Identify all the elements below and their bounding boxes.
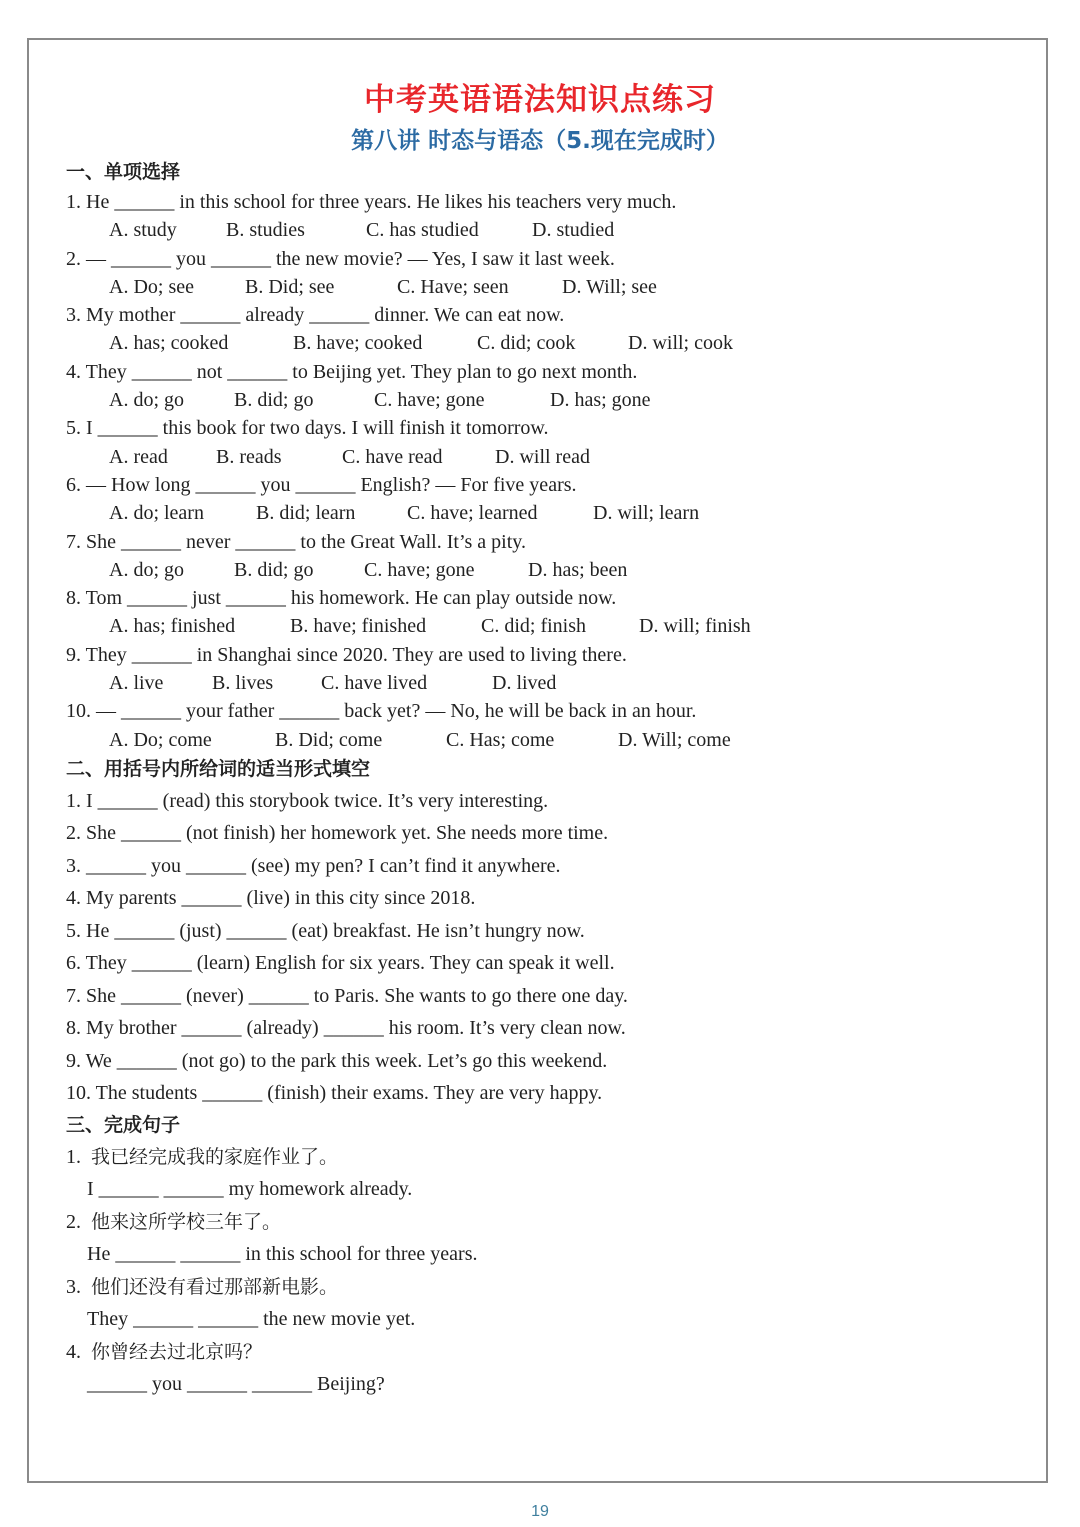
item-number: 4.	[66, 1340, 81, 1363]
option-a: A. do; go	[109, 558, 184, 581]
chinese-prompt	[66, 1141, 1026, 1174]
options-row	[66, 273, 1026, 301]
option-a: A. study	[109, 219, 177, 242]
question-text: 8. Tom ______ just ______ his homework. He can play outside now.	[66, 587, 617, 610]
option-d: D. will; learn	[593, 502, 700, 525]
option-b: B. reads	[216, 445, 282, 468]
question-text: 10. — ______ your father ______ back yet? — No, he will be back in an hour.	[66, 700, 697, 723]
option-b: B. Did; come	[275, 728, 383, 751]
section-heading: 三、完成句子	[66, 1113, 181, 1136]
fill-item: 1. I ______ (read) this storybook twice. It’s very interesting.	[66, 789, 549, 812]
chinese-prompt	[66, 1206, 1026, 1239]
option-c: C. have; gone	[374, 389, 485, 412]
question-item	[66, 697, 1026, 754]
option-b: B. have; cooked	[293, 332, 423, 355]
section-heading: 一、单项选择	[66, 161, 181, 183]
exercise-content	[66, 157, 1026, 1401]
chinese-prompt	[66, 1336, 1026, 1369]
question-text: 5. I ______ this book for two days. I will finish it tomorrow.	[66, 417, 549, 440]
options-row	[66, 669, 1026, 697]
fill-item: 9. We ______ (not go) to the park this week. Let’s go this weekend.	[66, 1049, 608, 1072]
options-row	[66, 216, 1026, 244]
options-row	[66, 726, 1026, 754]
option-d: D. will; finish	[639, 615, 751, 638]
option-c: C. has studied	[366, 219, 479, 242]
translation-item	[66, 1271, 1026, 1336]
option-b: B. did; go	[234, 558, 314, 581]
option-c: C. have; gone	[364, 558, 475, 581]
question-text: 1. He ______ in this school for three years. He likes his teachers very much.	[66, 191, 677, 213]
option-a: A. has; cooked	[109, 332, 229, 355]
chinese-sentence: 他们还没有看过那部新电影。	[91, 1275, 339, 1298]
option-d: D. Will; see	[562, 275, 657, 298]
option-a: A. do; learn	[109, 502, 204, 525]
question-text: 2. — ______ you ______ the new movie? — Yes, I saw it last week.	[66, 247, 615, 270]
option-b: B. Did; see	[245, 275, 335, 298]
lesson-subtitle: 第八讲 时态与语态（5.现在完成时）	[351, 128, 729, 154]
options-row	[66, 556, 1026, 584]
option-b: B. studies	[226, 219, 305, 242]
translation-item	[66, 1336, 1026, 1401]
english-answer-line: ______ you ______ ______ Beijing?	[87, 1373, 385, 1396]
option-d: D. studied	[532, 219, 615, 242]
question-text: 3. My mother ______ already ______ dinner. We can eat now.	[66, 304, 565, 327]
question-text: 6. — How long ______ you ______ English? — For five years.	[66, 473, 577, 496]
option-c: C. did; finish	[481, 615, 587, 638]
chinese-prompt	[66, 1271, 1026, 1304]
option-c: C. Have; seen	[397, 275, 509, 298]
question-text: 4. They ______ not ______ to Beijing yet. They plan to go next month.	[66, 360, 638, 383]
english-answer-line: He ______ ______ in this school for three years.	[87, 1243, 478, 1266]
option-c: C. have lived	[321, 672, 428, 695]
question-item	[66, 471, 1026, 528]
option-d: D. lived	[492, 672, 557, 695]
fill-item: 6. They ______ (learn) English for six years. They can speak it well.	[66, 952, 615, 975]
chinese-sentence: 你曾经去过北京吗？	[91, 1340, 263, 1363]
fill-item: 10. The students ______ (finish) their exams. They are very happy.	[66, 1082, 603, 1105]
fill-item: 8. My brother ______ (already) ______ his room. It’s very clean now.	[66, 1017, 626, 1040]
option-d: D. has; gone	[550, 389, 651, 412]
fill-item: 3. ______ you ______ (see) my pen? I can’t find it anywhere.	[66, 854, 561, 877]
translation-item	[66, 1141, 1026, 1206]
option-c: C. have; learned	[407, 502, 538, 525]
option-b: B. lives	[212, 672, 274, 695]
english-answer-line: They ______ ______ the new movie yet.	[87, 1308, 416, 1331]
option-a: A. do; go	[109, 389, 184, 412]
item-number: 1.	[66, 1145, 81, 1168]
item-number: 2.	[66, 1210, 81, 1233]
question-text: 9. They ______ in Shanghai since 2020. They are used to living there.	[66, 643, 627, 666]
question-item	[66, 528, 1026, 585]
item-number: 3.	[66, 1275, 81, 1298]
option-d: D. will; cook	[628, 332, 733, 355]
english-answer-line: I ______ ______ my homework already.	[87, 1178, 413, 1201]
section-heading: 二、用括号内所给词的适当形式填空	[66, 757, 371, 780]
option-c: C. have read	[342, 445, 443, 468]
option-b: B. did; go	[234, 389, 314, 412]
options-row	[66, 329, 1026, 357]
question-item	[66, 301, 1026, 358]
question-item	[66, 358, 1026, 415]
option-a: A. has; finished	[109, 615, 236, 638]
question-item	[66, 584, 1026, 641]
chinese-sentence: 我已经完成我的家庭作业了。	[91, 1145, 339, 1168]
chinese-sentence: 他来这所学校三年了。	[91, 1210, 282, 1233]
fill-item: 2. She ______ (not finish) her homework yet. She needs more time.	[66, 822, 609, 845]
option-c: C. Has; come	[446, 728, 555, 751]
section-fill-in-blanks	[66, 754, 1026, 1110]
option-a: A. Do; see	[109, 275, 194, 298]
fill-item: 4. My parents ______ (live) in this city since 2018.	[66, 887, 476, 910]
option-b: B. have; finished	[290, 615, 427, 638]
options-row	[66, 612, 1026, 640]
option-b: B. did; learn	[256, 502, 356, 525]
options-row	[66, 499, 1026, 527]
fill-item: 7. She ______ (never) ______ to Paris. She wants to go there one day.	[66, 984, 628, 1007]
page-number: 19	[531, 1503, 549, 1520]
option-a: A. Do; come	[109, 728, 212, 751]
option-a: A. read	[109, 445, 168, 468]
option-d: D. will read	[495, 445, 590, 468]
fill-item: 5. He ______ (just) ______ (eat) breakfast. He isn’t hungry now.	[66, 919, 585, 942]
options-row	[66, 386, 1026, 414]
translation-item	[66, 1206, 1026, 1271]
section-multiple-choice	[66, 157, 1026, 754]
section-complete-sentences	[66, 1110, 1026, 1401]
option-d: D. Will; come	[618, 728, 731, 751]
question-item	[66, 188, 1026, 245]
options-row	[66, 443, 1026, 471]
question-item	[66, 414, 1026, 471]
option-a: A. live	[109, 672, 164, 695]
question-item	[66, 245, 1026, 302]
option-d: D. has; been	[528, 558, 628, 581]
option-c: C. did; cook	[477, 332, 576, 355]
question-text: 7. She ______ never ______ to the Great Wall. It’s a pity.	[66, 530, 526, 553]
page-title: 中考英语语法知识点练习	[364, 82, 716, 118]
question-item	[66, 641, 1026, 698]
